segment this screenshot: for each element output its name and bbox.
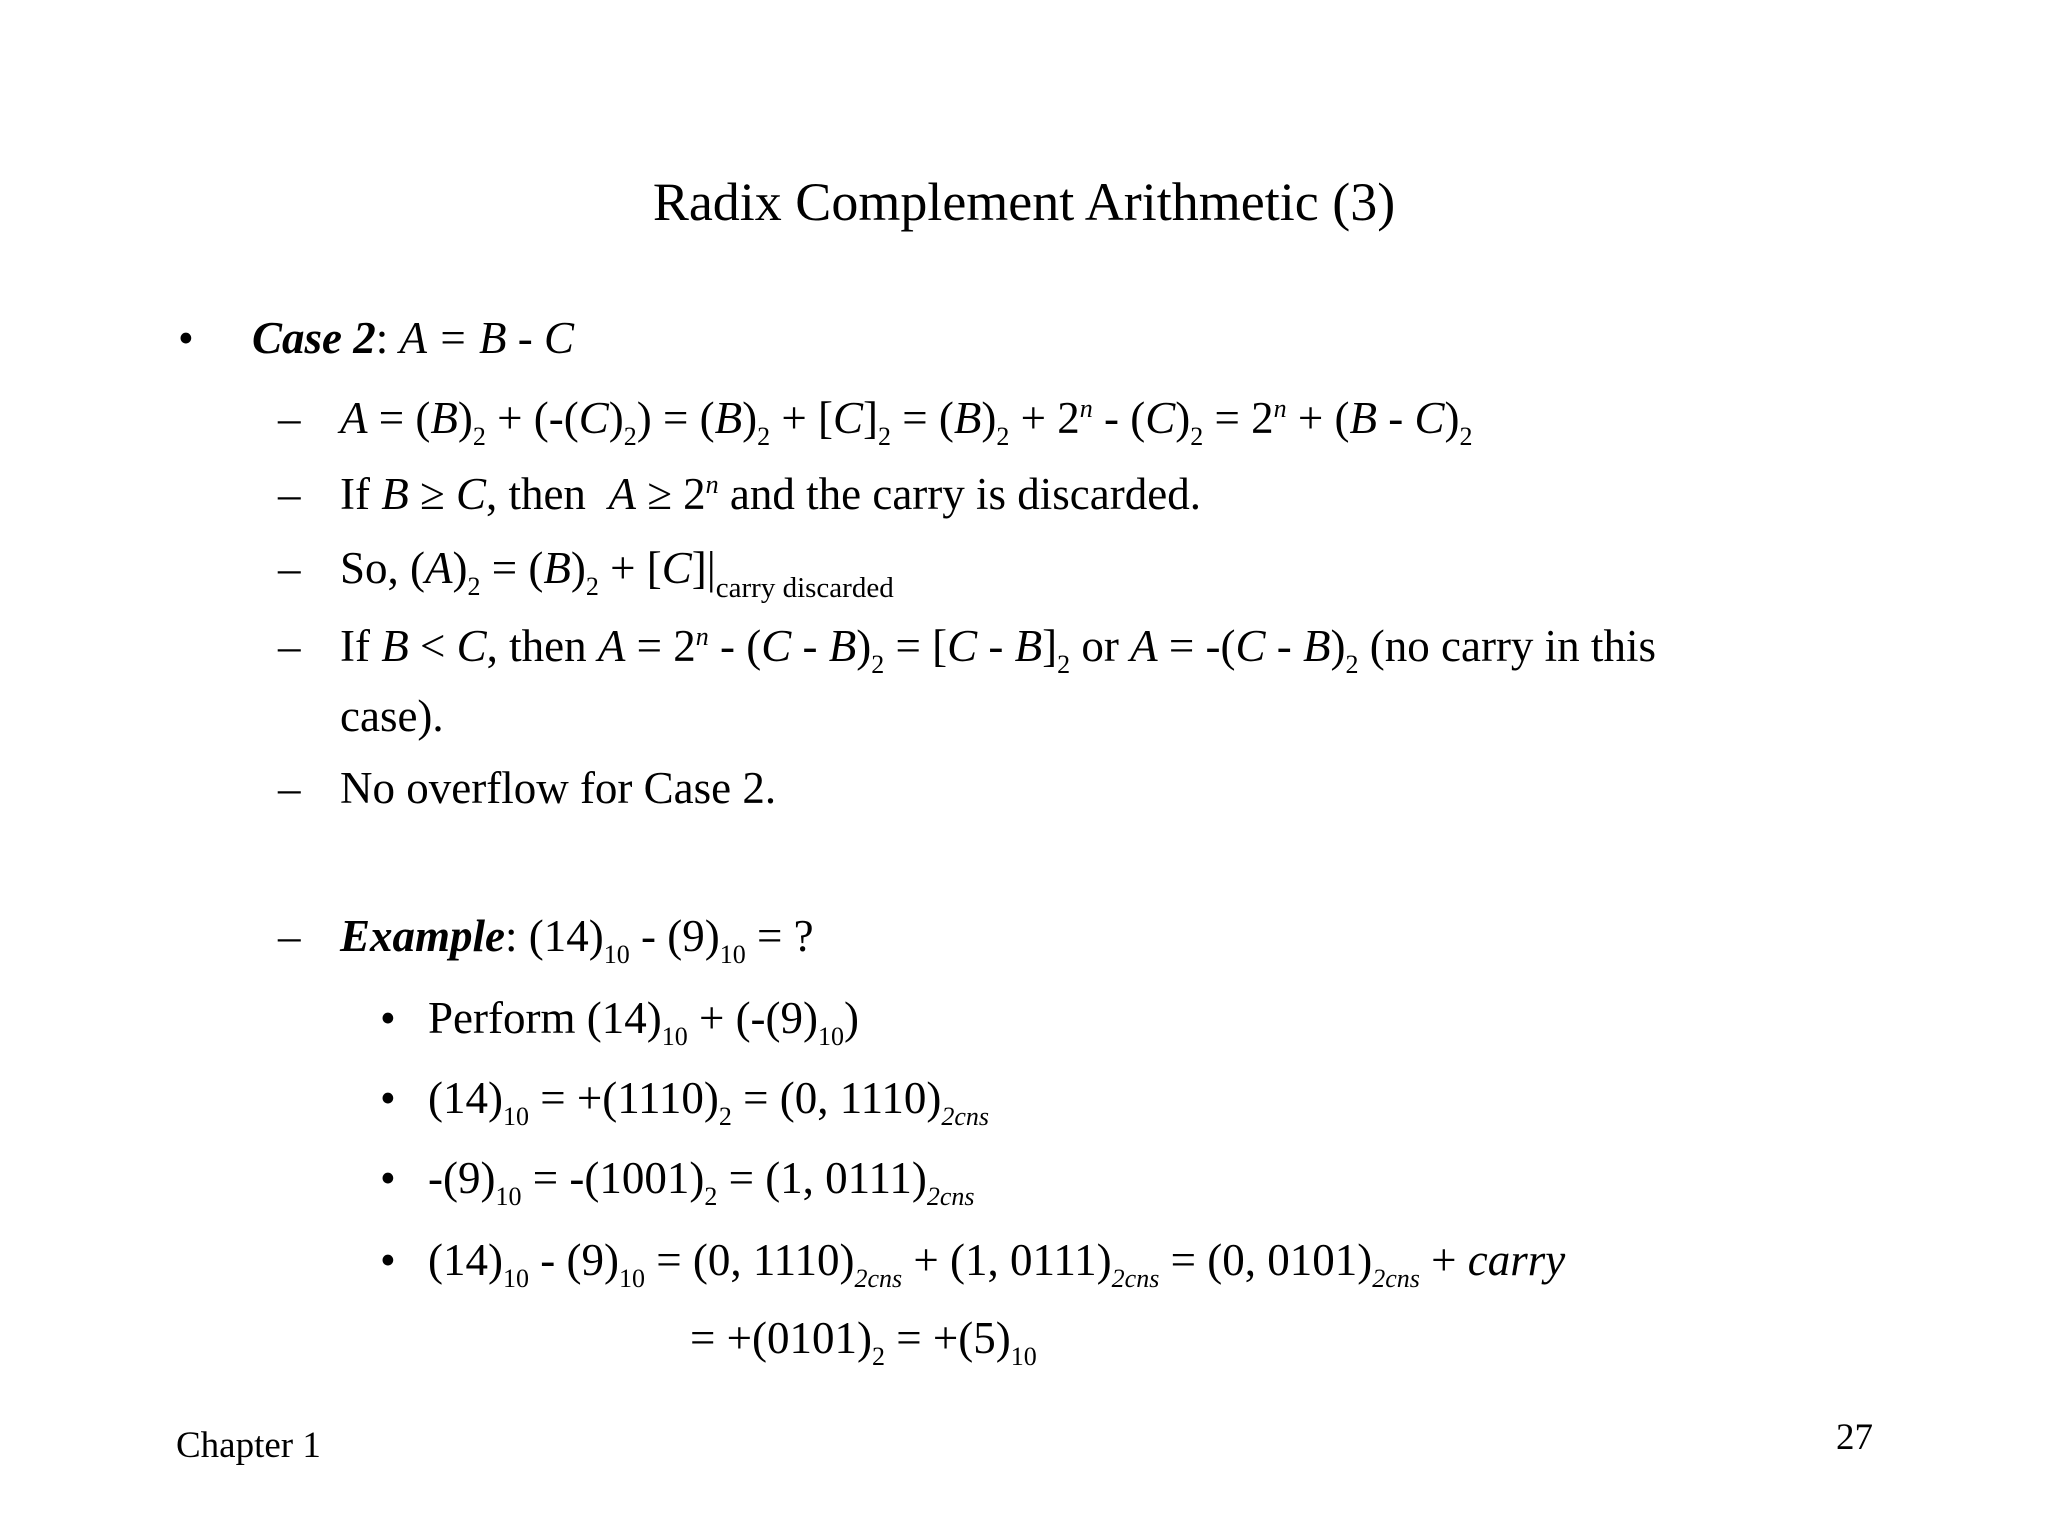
bullet-marker: •: [380, 993, 396, 1043]
negative-case-line: If B < C, then $A = 2^n - (C - B)_2 = [C - B]_2$ or $A = -(C - B)_2$ (no carry in this: [340, 621, 1656, 679]
dash-marker: –: [278, 393, 301, 443]
example-step-3: $-(9)_{10} = -(1001)_2 = (1$, $0111)_{2cns}$: [428, 1153, 975, 1211]
page-number: 27: [1836, 1417, 1873, 1458]
dash-marker: –: [278, 469, 301, 519]
example-heading: Example: $(14)_{10} - (9)_{10}$ = ?: [340, 911, 814, 969]
negative-case-line-cont: case).: [340, 691, 444, 741]
example-result: = $+(0101)_2 = +(5)_{10}$: [690, 1313, 1037, 1371]
example-step-2: $(14)_{10} = +(1110)_2 = (0$, $1110)_{2cns}$: [428, 1073, 990, 1131]
chapter-footer: Chapter 1: [176, 1425, 321, 1466]
overflow-note: No overflow for Case 2.: [340, 763, 777, 813]
bullet-marker: •: [380, 1235, 396, 1285]
bullet-marker: •: [380, 1073, 396, 1123]
equation-line-1: $A = (B)_2 + (-(C)_2) = (B)_2 + [C]_2 = (B)_2 + 2^n - (C)_2 = 2^n + (B - C)_2$: [340, 393, 1473, 451]
example-step-1: Perform $(14)_{10} + (-(9)_{10})$: [428, 993, 860, 1051]
dash-marker: –: [278, 543, 301, 593]
bullet-marker: •: [178, 313, 194, 363]
dash-marker: –: [278, 621, 301, 671]
condition-line: If B ≥ C, then $A \ge 2^n$ and the carry is discarded.: [340, 469, 1201, 519]
example-step-4: $(14)_{10} - (9)_{10} = (0$, $1110)_{2cns} + (1$, $0111)_{2cns} = (0$, $0101)_{2cns}$ + carry: [428, 1235, 1566, 1293]
slide-title: Radix Complement Arithmetic (3): [652, 172, 1396, 232]
result-line: So, $(A)_2 = (B)_2 + [C]|_{carry discarded}$: [340, 543, 894, 604]
dash-marker: –: [278, 911, 301, 961]
dash-marker: –: [278, 763, 301, 813]
case-heading: Case 2: A = B - C: [252, 313, 575, 363]
bullet-marker: •: [380, 1153, 396, 1203]
